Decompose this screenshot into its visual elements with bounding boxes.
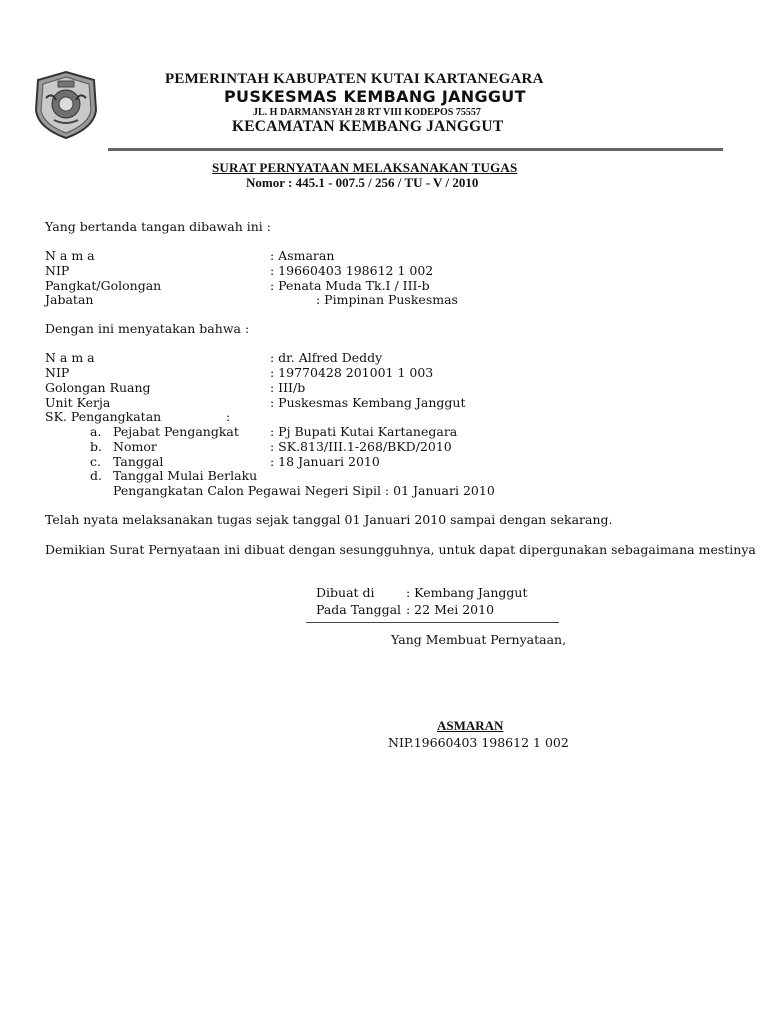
- signatory-rank-value: : Penata Muda Tk.I / III-b: [270, 278, 430, 293]
- sk-item-label: Nomor: [113, 439, 157, 454]
- subject-grade-label: Golongan Ruang: [45, 380, 151, 395]
- sk-item-marker: d.: [90, 468, 102, 483]
- sk-item-marker: a.: [90, 424, 102, 439]
- subject-name-value: : dr. Alfred Deddy: [270, 350, 383, 365]
- place-value: : Kembang Janggut: [406, 585, 528, 600]
- signatory-nip-value: : 19660403 198612 1 002: [270, 263, 434, 278]
- sk-label: SK. Pengangkatan: [45, 409, 162, 424]
- sk-item-marker: b.: [90, 439, 102, 454]
- signatory-nip-label: NIP: [45, 263, 70, 278]
- sk-item-value: : 18 Januari 2010: [270, 454, 380, 469]
- sk-item-value: : SK.813/III.1-268/BKD/2010: [270, 439, 452, 454]
- sk-item-label: Pejabat Pengangkat: [113, 424, 239, 439]
- signatory-position-label: Jabatan: [45, 292, 94, 307]
- statement-intro: Dengan ini menyatakan bahwa :: [45, 321, 250, 336]
- signer-nip: NIP.19660403 198612 1 002: [388, 735, 569, 750]
- subject-nip-value: : 19770428 201001 1 003: [270, 365, 434, 380]
- date-underline: [306, 622, 559, 623]
- subject-unit-label: Unit Kerja: [45, 395, 111, 410]
- document-title: SURAT PERNYATAAN MELAKSANAKAN TUGAS: [212, 160, 518, 175]
- subject-grade-value: : III/b: [270, 380, 306, 395]
- sk-item-label: Tanggal: [113, 454, 164, 469]
- subject-nip-label: NIP: [45, 365, 70, 380]
- intro-text: Yang bertanda tangan dibawah ini :: [45, 219, 271, 234]
- letterhead-government: PEMERINTAH KABUPATEN KUTAI KARTANEGARA: [165, 71, 544, 87]
- document-number: Nomor : 445.1 - 007.5 / 256 / TU - V / 2010: [246, 175, 479, 190]
- subject-unit-value: : Puskesmas Kembang Janggut: [270, 395, 466, 410]
- sk-colon: :: [226, 409, 231, 424]
- letterhead-divider: [108, 148, 723, 151]
- closing-salutation: Yang Membuat Pernyataan,: [391, 632, 567, 647]
- paragraph-closing: Demikian Surat Pernyataan ini dibuat dengan sesungguhnya, untuk dapat dipergunakan sebagaimana mestinya: [45, 542, 756, 557]
- letterhead-address: JL. H DARMANSYAH 28 RT VIII KODEPOS 75557: [253, 107, 481, 118]
- date-value: : 22 Mei 2010: [406, 602, 495, 617]
- subject-name-label: N a m a: [45, 350, 95, 365]
- signatory-position-value: : Pimpinan Puskesmas: [316, 292, 458, 307]
- sk-item-label: Tanggal Mulai Berlaku: [113, 468, 258, 483]
- date-label: Pada Tanggal: [316, 602, 402, 617]
- letterhead-institution: PUSKESMAS KEMBANG JANGGUT: [224, 87, 526, 106]
- sk-item-marker: c.: [90, 454, 101, 469]
- letterhead-district: KECAMATAN KEMBANG JANGGUT: [232, 118, 504, 135]
- paragraph-duty-start: Telah nyata melaksanakan tugas sejak tanggal 01 Januari 2010 sampai dengan sekarang.: [45, 512, 613, 527]
- signatory-name-value: : Asmaran: [270, 248, 335, 263]
- sk-d-continuation: Pengangkatan Calon Pegawai Negeri Sipil : 01 Januari 2010: [113, 483, 495, 498]
- signatory-rank-label: Pangkat/Golongan: [45, 278, 162, 293]
- signatory-name-label: N a m a: [45, 248, 95, 263]
- place-label: Dibuat di: [316, 585, 375, 600]
- regency-emblem-logo: [32, 70, 100, 140]
- sk-item-value: : Pj Bupati Kutai Kartanegara: [270, 424, 458, 439]
- signer-name: ASMARAN: [437, 718, 504, 733]
